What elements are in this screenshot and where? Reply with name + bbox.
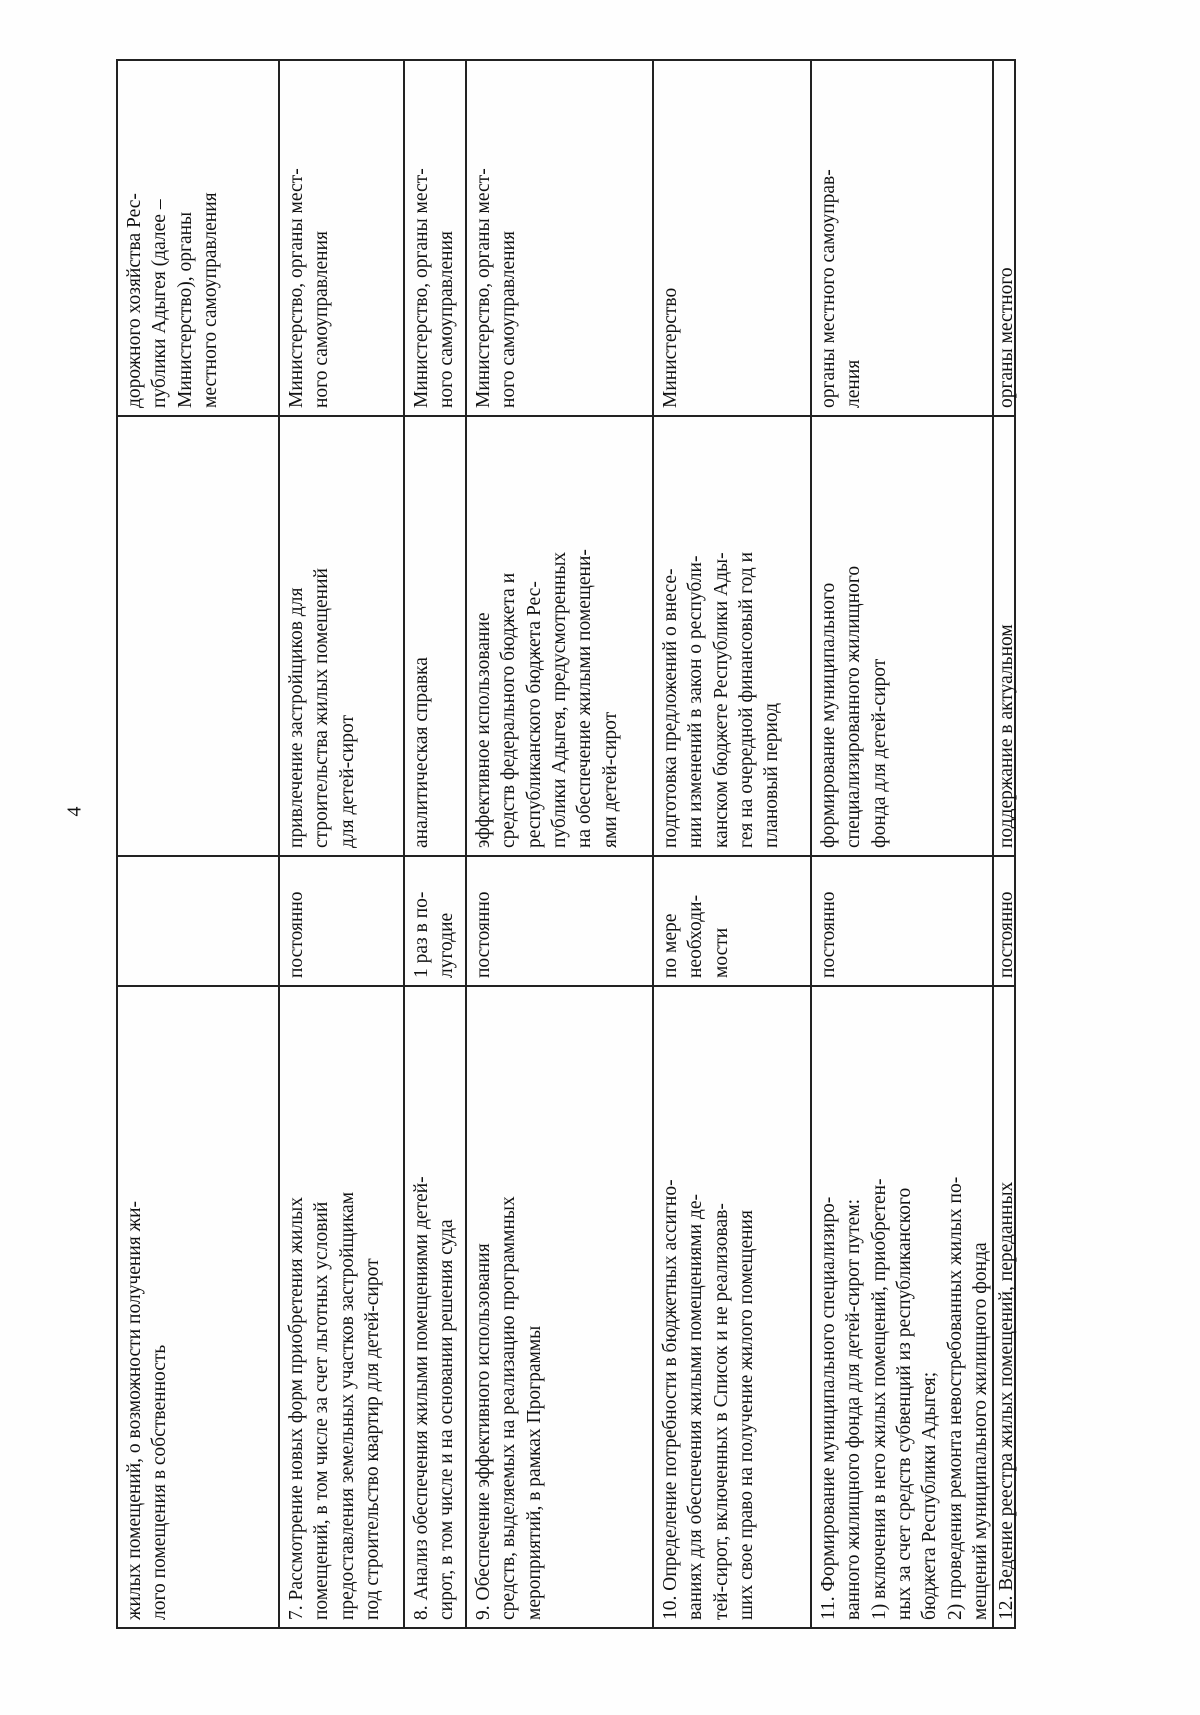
measure-line: 1) включения в него жилых помещений, приобретен-	[868, 1178, 890, 1620]
measure-line: 8. Анализ обеспечения жилыми помещениями детей-	[411, 1176, 432, 1620]
result-line: для детей-сирот	[336, 714, 358, 848]
result-line: нии изменений в закон о республи-	[685, 555, 707, 848]
result-line: специализированного жилищного	[843, 565, 865, 848]
period-line: постоянно	[473, 891, 494, 978]
measure-line: мероприятий, в рамках Программы	[523, 1325, 545, 1620]
measure-cell	[994, 987, 1017, 1627]
result-line: привлечение застройщиков для	[286, 587, 307, 848]
measure-cell	[812, 987, 992, 1627]
measure-line: 11. Формирование муниципального специализиро-	[818, 1196, 839, 1620]
executor-line: местного самоуправления	[200, 192, 222, 408]
result-line: эффективное использование	[473, 612, 494, 848]
measure-line: средств, выделяемых на реализацию программных	[498, 1196, 520, 1620]
result-line: гея на очередной финансовый год и	[736, 551, 758, 848]
measure-line: ных за счет средств субвенций из республиканского	[894, 1187, 916, 1620]
period-cell	[405, 857, 465, 987]
executor-cell	[994, 61, 1017, 417]
result-cell	[654, 417, 810, 857]
measure-cell	[405, 987, 465, 1627]
table-row	[810, 61, 992, 1627]
measure-cell	[654, 987, 810, 1627]
period-line: по мере	[660, 913, 681, 978]
table-row	[403, 61, 465, 1627]
period-line: мости	[710, 927, 732, 978]
period-line: постоянно	[286, 891, 307, 978]
result-line: канском бюджете Республики Ады-	[710, 552, 732, 848]
measure-line: тей-сирот, включенных в Список и не реализовав-	[710, 1203, 732, 1620]
table-row	[465, 61, 652, 1627]
result-cell	[118, 417, 278, 857]
period-line: 1 раз в по-	[411, 891, 432, 978]
result-line: на обеспечение жилыми помещени-	[574, 549, 596, 848]
result-cell	[812, 417, 992, 857]
executor-cell	[405, 61, 465, 417]
period-cell	[280, 857, 403, 987]
measure-line: 2) проведения ремонта невостребованных жилых по-	[944, 1176, 966, 1620]
executor-line: ного самоуправления	[498, 231, 520, 408]
executor-line: ного самоуправления	[436, 231, 458, 408]
period-line: постоянно	[996, 891, 1017, 978]
result-line: аналитическая справка	[411, 657, 432, 848]
measure-line: 9. Обеспечение эффективного использования	[473, 1243, 494, 1620]
measure-line: 7. Рассмотрение новых форм приобретения жилых	[286, 1197, 307, 1620]
period-cell	[812, 857, 992, 987]
executor-line: Министерство, органы мест-	[473, 168, 494, 408]
period-line: лугодие	[436, 912, 458, 978]
period-cell	[654, 857, 810, 987]
measure-line: 12. Ведение реестра жилых помещений, переданных	[996, 1181, 1017, 1620]
result-cell	[467, 417, 652, 857]
measure-line: под строительство квартир для детей-сирот	[362, 1258, 384, 1620]
result-line: публики Адыгея, предусмотренных	[549, 551, 571, 848]
result-line: плановый период	[761, 702, 783, 848]
executor-line: органы местного	[996, 267, 1017, 408]
measure-cell	[118, 987, 278, 1627]
result-line: формирование муниципального	[818, 582, 839, 848]
measure-line: бюджета Республики Адыгея;	[919, 1371, 941, 1620]
measure-line: помещений, в том числе за счет льготных условий	[311, 1201, 333, 1620]
executor-cell	[812, 61, 992, 417]
measure-line: сирот, в том числе и на основании решения суда	[436, 1219, 458, 1620]
period-line: постоянно	[818, 891, 839, 978]
period-line: необходи-	[685, 894, 707, 978]
result-line: средств федерального бюджета и	[498, 572, 520, 848]
measure-line: предоставления земельных участков застройщикам	[336, 1191, 358, 1620]
executor-line: органы местного самоуправ-	[818, 169, 839, 408]
measure-cell	[280, 987, 403, 1627]
result-line: подготовка предложений о внесе-	[660, 568, 681, 848]
executor-cell	[118, 61, 278, 417]
result-cell	[280, 417, 403, 857]
measure-line: ваниях для обеспечения жилыми помещениями де-	[685, 1194, 707, 1620]
table-row	[278, 61, 403, 1627]
measure-line: 10. Определение потребности в бюджетных ассигно-	[660, 1179, 681, 1620]
measures-table	[116, 59, 1016, 1629]
executor-line: ного самоуправления	[311, 231, 333, 408]
executor-line: Министерство), органы	[174, 211, 196, 408]
executor-cell	[467, 61, 652, 417]
table-row	[992, 61, 1017, 1627]
executor-line: ления	[843, 359, 865, 408]
measure-cell	[467, 987, 652, 1627]
table-row	[652, 61, 810, 1627]
executor-line: дорожного хозяйства Рес-	[124, 193, 145, 408]
result-line: строительства жилых помещений	[311, 568, 333, 848]
result-line: республиканского бюджета Рес-	[523, 581, 545, 848]
executor-cell	[654, 61, 810, 417]
period-cell	[118, 857, 278, 987]
executor-line: Министерство, органы мест-	[286, 168, 307, 408]
result-cell	[405, 417, 465, 857]
executor-cell	[280, 61, 403, 417]
executor-line: Министерство	[660, 287, 681, 408]
period-cell	[467, 857, 652, 987]
result-line: поддержание в актуальном	[996, 624, 1017, 848]
measure-line: ванного жилищного фонда для детей-сирот путем:	[843, 1198, 865, 1620]
result-line: ями детей-сирот	[599, 711, 621, 848]
result-cell	[994, 417, 1017, 857]
page-number: 4	[63, 806, 86, 817]
measure-line: жилых помещений, о возможности получения жи-	[124, 1200, 145, 1620]
measure-line: мещений муниципального жилищного фонда	[970, 1242, 992, 1620]
table-row	[118, 61, 278, 1627]
measure-line: лого помещения в собственность	[149, 1344, 171, 1620]
executor-line: Министерство, органы мест-	[411, 168, 432, 408]
executor-line: публики Адыгея (далее –	[149, 199, 171, 408]
result-line: фонда для детей-сирот	[868, 658, 890, 848]
measure-line: ших свое право на получение жилого помещения	[736, 1210, 758, 1620]
period-cell	[994, 857, 1017, 987]
